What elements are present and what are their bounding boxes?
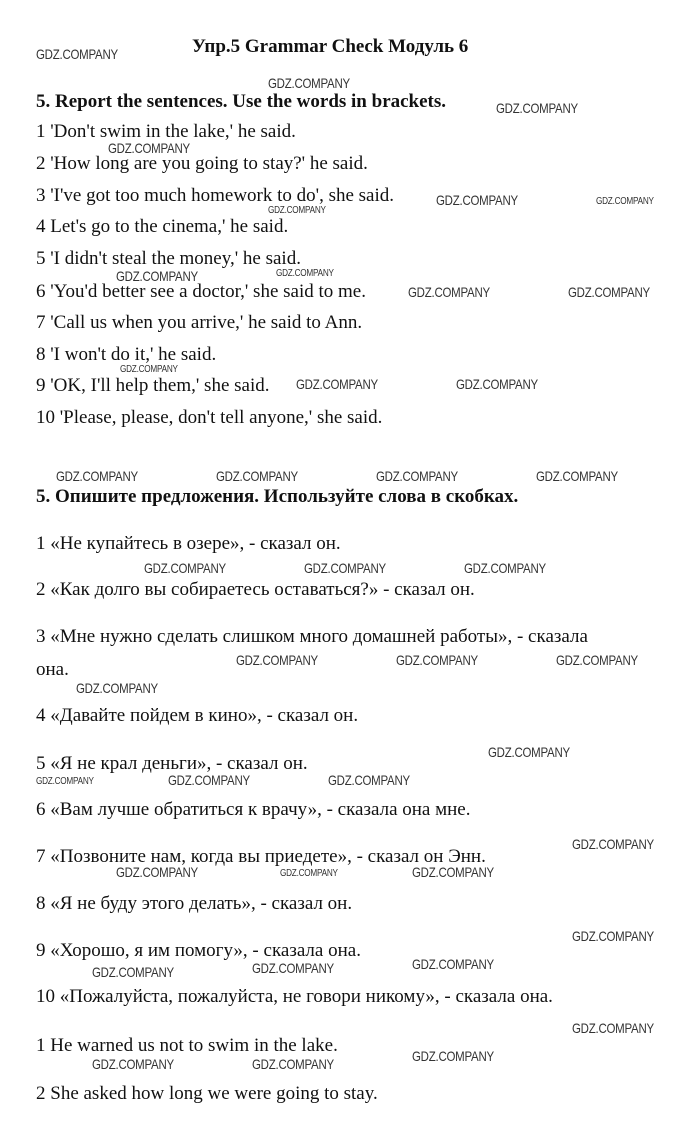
watermark: GDZ.COMPANY	[236, 652, 318, 668]
russian-item: 9 «Хорошо, я им помогу», - сказала она.	[36, 940, 361, 961]
english-item: 10 'Please, please, don't tell anyone,' she said.	[36, 407, 383, 428]
watermark: GDZ.COMPANY	[56, 468, 138, 484]
watermark: GDZ.COMPANY	[268, 205, 326, 216]
watermark: GDZ.COMPANY	[92, 964, 174, 980]
watermark: GDZ.COMPANY	[252, 1056, 334, 1072]
watermark: GDZ.COMPANY	[144, 560, 226, 576]
answer-item: 2 She asked how long we were going to stay.	[36, 1083, 378, 1104]
english-item: 3 'I've got too much homework to do', she said.	[36, 185, 395, 206]
watermark: GDZ.COMPANY	[280, 868, 338, 879]
watermark: GDZ.COMPANY	[36, 46, 118, 62]
russian-item: 3 «Мне нужно сделать слишком много домашней работы», - сказала	[36, 626, 588, 647]
english-item: 5 'I didn't steal the money,' he said.	[36, 248, 301, 269]
watermark: GDZ.COMPANY	[456, 376, 538, 392]
watermark: GDZ.COMPANY	[572, 836, 654, 852]
russian-item: 4 «Давайте пойдем в кино», - сказал он.	[36, 705, 359, 726]
russian-item: 7 «Позвоните нам, когда вы приедете», - сказал он Энн.	[36, 846, 486, 867]
watermark: GDZ.COMPANY	[276, 268, 334, 279]
russian-task-heading: 5. Опишите предложения. Используйте слова в скобках.	[36, 486, 519, 507]
watermark: GDZ.COMPANY	[36, 776, 94, 787]
watermark: GDZ.COMPANY	[436, 192, 518, 208]
english-item: 7 'Call us when you arrive,' he said to Ann.	[36, 312, 363, 333]
watermark: GDZ.COMPANY	[76, 680, 158, 696]
russian-item: 8 «Я не буду этого делать», - сказал он.	[36, 893, 353, 914]
watermark: GDZ.COMPANY	[572, 928, 654, 944]
watermark: GDZ.COMPANY	[376, 468, 458, 484]
watermark: GDZ.COMPANY	[268, 75, 350, 91]
watermark: GDZ.COMPANY	[296, 376, 378, 392]
watermark: GDZ.COMPANY	[596, 196, 654, 207]
watermark: GDZ.COMPANY	[496, 100, 578, 116]
russian-item: 10 «Пожалуйста, пожалуйста, не говори никому», - сказала она.	[36, 986, 553, 1007]
watermark: GDZ.COMPANY	[464, 560, 546, 576]
russian-item: 5 «Я не крал деньги», - сказал он.	[36, 753, 308, 774]
watermark: GDZ.COMPANY	[120, 364, 178, 375]
watermark: GDZ.COMPANY	[412, 1048, 494, 1064]
watermark: GDZ.COMPANY	[488, 744, 570, 760]
english-item: 6 'You'd better see a doctor,' she said to me.	[36, 281, 366, 302]
watermark: GDZ.COMPANY	[396, 652, 478, 668]
answer-item: 1 He warned us not to swim in the lake.	[36, 1035, 338, 1056]
russian-item: она.	[36, 659, 69, 680]
watermark: GDZ.COMPANY	[408, 284, 490, 300]
russian-item: 2 «Как долго вы собираетесь оставаться?» - сказал он.	[36, 579, 475, 600]
watermark: GDZ.COMPANY	[412, 956, 494, 972]
russian-item: 1 «Не купайтесь в озере», - сказал он.	[36, 533, 341, 554]
page-title: Упр.5 Grammar Check Модуль 6	[192, 36, 469, 57]
watermark: GDZ.COMPANY	[328, 772, 410, 788]
watermark: GDZ.COMPANY	[572, 1020, 654, 1036]
watermark: GDZ.COMPANY	[216, 468, 298, 484]
english-task-heading: 5. Report the sentences. Use the words in brackets.	[36, 91, 447, 112]
watermark: GDZ.COMPANY	[108, 140, 190, 156]
watermark: GDZ.COMPANY	[304, 560, 386, 576]
russian-item: 6 «Вам лучше обратиться к врачу», - сказала она мне.	[36, 799, 471, 820]
english-item: 4 Let's go to the cinema,' he said.	[36, 216, 289, 237]
english-item: 2 'How long are you going to stay?' he said.	[36, 153, 368, 174]
watermark: GDZ.COMPANY	[568, 284, 650, 300]
english-item: 1 'Don't swim in the lake,' he said.	[36, 121, 296, 142]
watermark: GDZ.COMPANY	[168, 772, 250, 788]
watermark: GDZ.COMPANY	[536, 468, 618, 484]
watermark: GDZ.COMPANY	[116, 864, 198, 880]
watermark: GDZ.COMPANY	[252, 960, 334, 976]
watermark: GDZ.COMPANY	[116, 268, 198, 284]
watermark: GDZ.COMPANY	[412, 864, 494, 880]
english-item: 8 'I won't do it,' he said.	[36, 344, 217, 365]
english-item: 9 'OK, I'll help them,' she said.	[36, 375, 270, 396]
watermark: GDZ.COMPANY	[92, 1056, 174, 1072]
watermark: GDZ.COMPANY	[556, 652, 638, 668]
